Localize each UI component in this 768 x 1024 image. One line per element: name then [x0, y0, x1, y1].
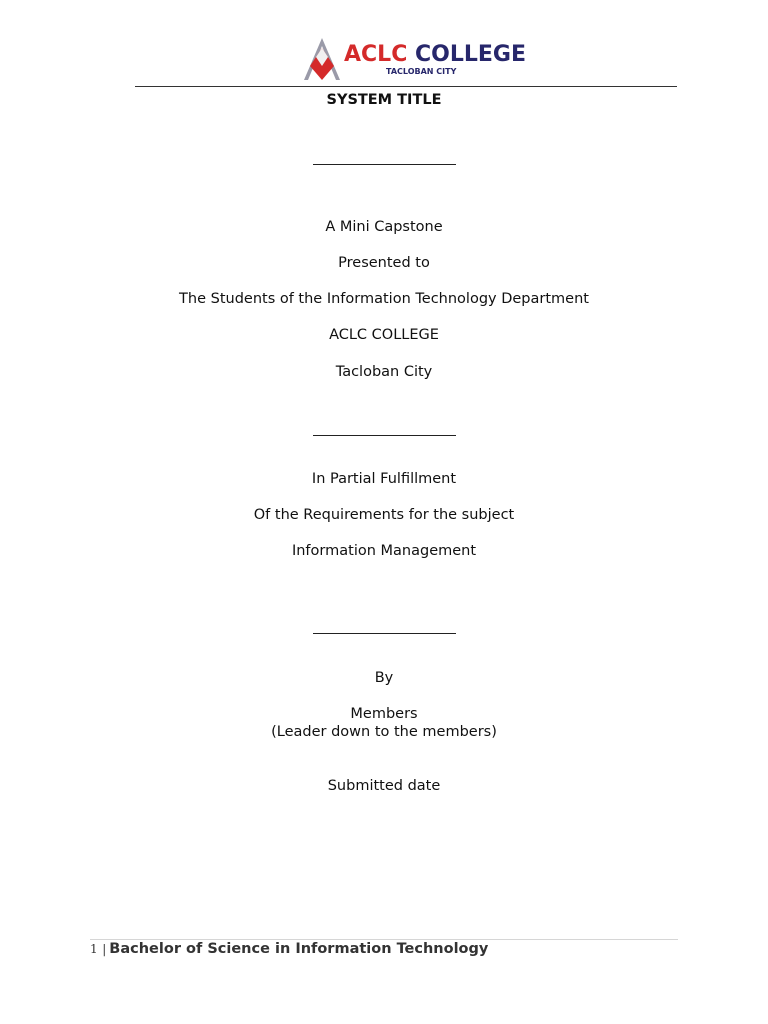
logo-name-college: COLLEGE [407, 42, 527, 67]
presented-to: Presented to [338, 255, 430, 271]
institution: ACLC COLLEGE [329, 327, 439, 343]
blank-line-3 [313, 633, 456, 634]
city: Tacloban City [335, 364, 433, 380]
page-footer [90, 941, 488, 957]
footer-divider [90, 939, 678, 940]
capstone-type: A Mini Capstone [325, 219, 443, 235]
header-divider [135, 86, 677, 87]
by-label: By [374, 670, 394, 686]
logo-wordmark [344, 42, 526, 67]
requirements-line: Of the Requirements for the subject [253, 507, 515, 523]
college-logo [300, 36, 527, 84]
members-note: (Leader down to the members) [271, 724, 497, 740]
blank-line-1 [313, 164, 456, 165]
page-title: SYSTEM TITLE [326, 92, 442, 108]
members-label: Members [350, 706, 418, 722]
blank-line-2 [313, 435, 456, 436]
page-number: 1 [90, 942, 98, 956]
subject-name: Information Management [291, 543, 477, 559]
submitted-date: Submitted date [327, 778, 441, 794]
footer-separator: | [102, 942, 107, 956]
footer-text: Bachelor of Science in Information Technology [109, 941, 489, 957]
logo-emblem-icon [300, 36, 344, 84]
logo-name-aclc: ACLC [344, 42, 408, 67]
audience: The Students of the Information Technology Department [179, 291, 589, 307]
fulfillment-line: In Partial Fulfillment [311, 471, 457, 487]
logo-subtitle: TACLOBAN CITY [386, 67, 457, 76]
